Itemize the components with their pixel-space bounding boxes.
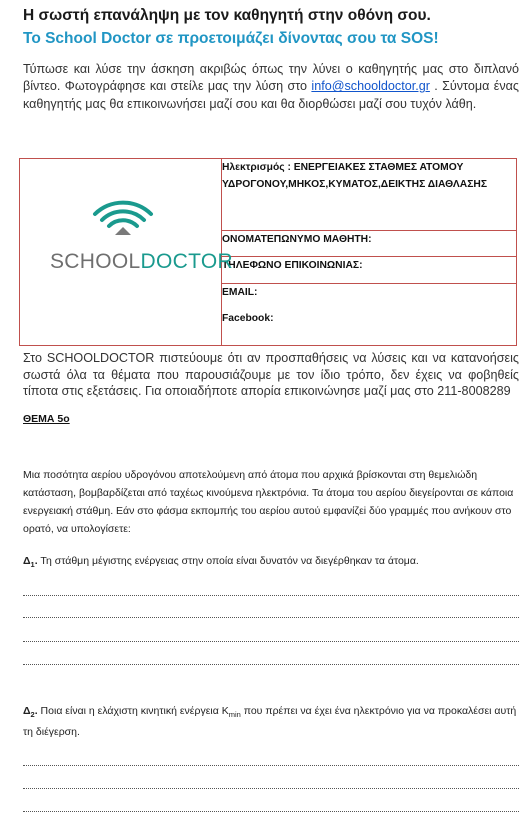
question-text: Τη στάθμη μέγιστης ενέργειας στην οποία είναι δυνατόν να διεγέρθηκαν τα άτομα.	[37, 555, 419, 567]
problem-statement: Μια ποσότητα αερίου υδρογόνου αποτελούμενη από άτομα που αρχικά βρίσκονται στη θεμελιώδη κατάσταση, βομβαρδίζεται από ταχέως κινούμενα ηλεκτρόνια. Τα άτομα του αερίου διεγείρονται σε κάποια ενεργειακή στάθμη. Εάν στο φάσμα εκπομπής του αερίου αυτού εμφανίζεi δύο γραμμές που ανήκουν στο ορατό, να υπολογίσετε:	[23, 469, 514, 535]
question-number: $\Delta_2$.	[23, 705, 38, 720]
note-paragraph: Στο SCHOOLDOCTOR πιστεύουμε ότι αν προσπαθήσεις να λύσεις και να κατανοήσεις σωστά όλα τα θέματα που παρουσιάζουμε με τον ίδιο τρόπο, δεν έχεις να φοβηθείς τίποτα στις εξετάσεις. Για οποιαδήποτε απορία επικοινώνησε μαζί μας στο 211-8008289	[23, 351, 519, 398]
phone-field[interactable]: ΤΗΛΕΦΩΝΟ ΕΠΙΚΟΙΝΩΝΙΑΣ:	[222, 257, 517, 283]
answer-line[interactable]	[23, 811, 519, 812]
intro-paragraph	[23, 61, 519, 113]
logo-cell	[20, 159, 233, 346]
email-label: EMAIL:	[222, 286, 258, 298]
question-text-before: Ποια είναι η ελάχιστη κινητική ενέργεια K	[37, 705, 229, 717]
theme-heading: ΘΕΜΑ 5ο	[23, 413, 70, 425]
question-text-after: που πρέπει να έχει ένα ηλεκτρόνιο για να προκαλέσει αυτή τη διέγερση.	[23, 705, 517, 738]
email-link[interactable]: info@schooldoctor.gr	[311, 79, 430, 94]
wifi-signal-icon	[92, 199, 154, 237]
page-subtitle: Το School Doctor σε προετοιμάζει δίνοντας σου τα SOS!	[23, 30, 439, 47]
answer-line[interactable]	[23, 641, 519, 642]
answer-line[interactable]	[23, 617, 519, 618]
intro-text-after: . Σύντομα ένας καθηγητής μας θα επικοινωνήσει μαζί σου και θα διορθώσει μαζί σου τυχόν λάθη.	[23, 79, 519, 111]
question-number: $\Delta_1$.	[23, 555, 38, 570]
schooldoctor-logo	[50, 250, 233, 274]
answer-line[interactable]	[23, 664, 519, 665]
question-d2	[23, 703, 519, 741]
k-min-subscript: min	[228, 710, 241, 720]
page-title: Η σωστή επανάληψη με τον καθηγητή στην οθόνη σου.	[23, 7, 431, 24]
intro-text-before: Τύπωσε και λύσε την άσκηση ακριβώς όπως την λύνει ο καθηγητής μας στο διπλανό βίντεο. Φωτογράφησε και στείλε μας την λύση στο	[23, 62, 519, 94]
answer-line[interactable]	[23, 595, 519, 596]
logo-word-doctor: DOCTOR	[140, 250, 233, 273]
student-name-field[interactable]: ΟΝΟΜΑΤΕΠΩΝΥΜΟ ΜΑΘΗΤΗ:	[222, 230, 517, 256]
student-info-table	[19, 158, 517, 346]
facebook-label: Facebook:	[222, 312, 274, 324]
answer-line[interactable]	[23, 765, 519, 766]
contact-field[interactable]	[222, 283, 517, 345]
subject-cell: Ηλεκτρισμός : ΕΝΕΡΓΕΙΑΚΕΣ ΣΤΑΘΜΕΣ ΑΤΟΜΟΥ ΥΔΡΟΓΟΝΟΥ,ΜΗΚΟΣ,ΚΥΜΑΤΟΣ,ΔΕΙΚΤΗΣ ΔΙΑΘΛΑΣΗΣ	[222, 159, 517, 231]
logo-word-school: SCHOOL	[50, 250, 141, 273]
question-d1	[23, 555, 519, 569]
answer-line[interactable]	[23, 788, 519, 789]
